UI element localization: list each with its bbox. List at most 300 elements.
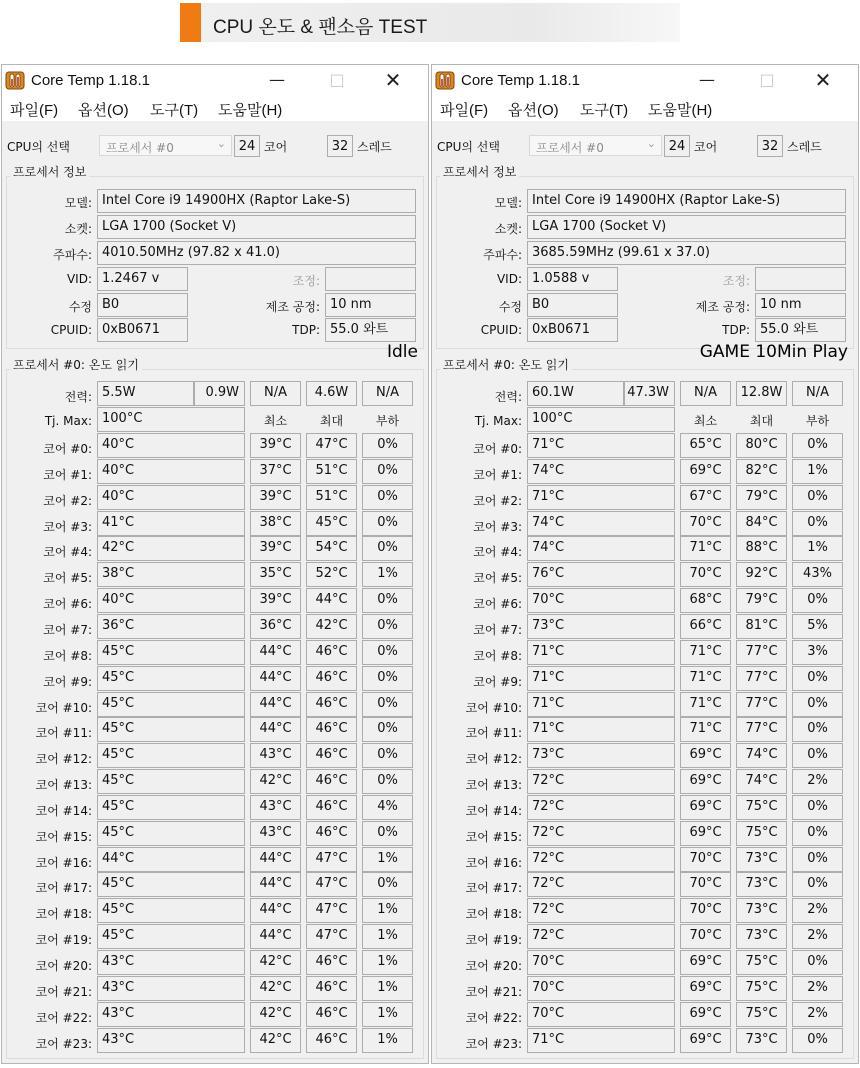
power-package: 5.5W (97, 381, 194, 406)
core-load: 0% (362, 743, 413, 768)
power-cores: 47.3W (624, 381, 675, 406)
core-label: 코어 #4: (43, 545, 92, 560)
core-min: 44°C (250, 847, 301, 872)
core-min: 66°C (680, 614, 731, 639)
core-max: 47°C (306, 898, 357, 923)
core-temp: 71°C (527, 433, 675, 458)
core-temp: 72°C (527, 898, 675, 923)
core-temp: 45°C (97, 717, 245, 742)
core-max: 46°C (306, 640, 357, 665)
tjmax-label: Tj. Max: (44, 414, 92, 428)
core-load: 4% (362, 795, 413, 820)
core-label: 코어 #15: (35, 829, 92, 844)
core-min: 36°C (250, 614, 301, 639)
power-dram: 12.8W (736, 381, 787, 406)
core-row (432, 924, 859, 949)
cpu-select-label: CPU의 선택 (437, 140, 500, 154)
core-temp: 45°C (97, 640, 245, 665)
menu-tools[interactable]: 도구(T) (150, 102, 199, 119)
tdp-label: TDP: (292, 323, 320, 337)
core-label: 코어 #13: (465, 778, 522, 793)
core-load: 0% (362, 588, 413, 613)
frequency-value: 4010.50MHz (97.82 x 41.0) (97, 241, 416, 265)
core-load: 1% (362, 950, 413, 975)
menu-file[interactable]: 파일(F) (10, 102, 59, 119)
core-min: 70°C (680, 511, 731, 536)
menu-help[interactable]: 도움말(H) (648, 102, 713, 119)
core-load: 0% (792, 433, 843, 458)
core-row (432, 872, 859, 897)
banner-accent-bar (180, 3, 201, 42)
core-label: 코어 #18: (35, 907, 92, 922)
header-min: 최소 (693, 414, 718, 428)
core-row (432, 898, 859, 923)
core-temp: 73°C (527, 743, 675, 768)
core-max: 73°C (736, 924, 787, 949)
core-temp: 45°C (97, 898, 245, 923)
core-row (2, 536, 429, 561)
core-temp: 40°C (97, 433, 245, 458)
process-label: 제조 공정: (695, 300, 750, 314)
core-label: 코어 #5: (43, 571, 92, 586)
minimize-button[interactable]: — (699, 70, 715, 89)
core-temp: 73°C (527, 614, 675, 639)
core-load: 43% (792, 562, 843, 587)
core-label: 코어 #7: (473, 622, 522, 637)
core-row (2, 666, 429, 691)
power-dram: 4.6W (306, 381, 357, 406)
core-min: 71°C (680, 692, 731, 717)
power-label: 전력: (64, 390, 92, 404)
core-row (432, 588, 859, 613)
core-load: 0% (362, 485, 413, 510)
coretemp-window-idle (1, 64, 429, 1064)
core-load: 0% (792, 872, 843, 897)
core-max: 79°C (736, 588, 787, 613)
core-load: 0% (792, 743, 843, 768)
tdp-label: TDP: (722, 323, 750, 337)
close-button[interactable]: ✕ (384, 68, 402, 92)
window-title: Core Temp 1.18.1 (31, 72, 150, 89)
thread-count-box: 32 (757, 135, 783, 157)
model-value: Intel Core i9 14900HX (Raptor Lake-S) (527, 189, 846, 213)
tjmax-value: 100°C (97, 407, 245, 432)
core-label: 코어 #15: (465, 829, 522, 844)
core-load: 3% (792, 640, 843, 665)
core-row (432, 666, 859, 691)
thread-count-box: 32 (327, 135, 353, 157)
power-gpu: N/A (792, 381, 843, 406)
core-row (432, 614, 859, 639)
core-temp: 71°C (527, 717, 675, 742)
core-label: 코어 #20: (35, 959, 92, 973)
header-load: 부하 (805, 414, 830, 428)
core-row (2, 1028, 429, 1053)
core-min: 71°C (680, 717, 731, 742)
core-max: 73°C (736, 1028, 787, 1053)
threads-label: 스레드 (357, 140, 392, 154)
revision-value: B0 (527, 293, 618, 317)
core-min: 39°C (250, 588, 301, 613)
cores-label: 코어 (264, 140, 288, 154)
core-min: 71°C (680, 640, 731, 665)
tdp-value: 55.0 와트 (325, 318, 416, 342)
core-row (2, 511, 429, 536)
core-max: 73°C (736, 847, 787, 872)
menu-bar (432, 95, 858, 121)
core-row (2, 795, 429, 820)
header-load: 부하 (375, 414, 400, 428)
core-row (432, 692, 859, 717)
core-row (2, 485, 429, 510)
core-label: 코어 #11: (465, 726, 522, 741)
core-label: 코어 #21: (465, 984, 522, 999)
core-load: 0% (362, 666, 413, 691)
power-label: 전력: (494, 390, 522, 404)
core-temp: 71°C (527, 640, 675, 665)
core-max: 81°C (736, 614, 787, 639)
core-row (2, 950, 429, 975)
core-temp: 74°C (527, 459, 675, 484)
core-load: 2% (792, 976, 843, 1001)
core-label: 코어 #9: (473, 674, 522, 689)
core-label: 코어 #8: (473, 648, 522, 663)
core-row (2, 847, 429, 872)
core-min: 69°C (680, 459, 731, 484)
core-temp: 43°C (97, 1028, 245, 1053)
core-label: 코어 #13: (35, 778, 92, 793)
core-load: 0% (362, 433, 413, 458)
core-max: 47°C (306, 433, 357, 458)
core-temp: 40°C (97, 485, 245, 510)
core-temp: 72°C (527, 821, 675, 846)
core-min: 69°C (680, 795, 731, 820)
core-load: 0% (362, 872, 413, 897)
core-load: 0% (362, 511, 413, 536)
core-min: 43°C (250, 795, 301, 820)
core-label: 코어 #3: (473, 519, 522, 534)
core-label: 코어 #12: (35, 752, 92, 767)
title-bar[interactable] (2, 65, 428, 95)
core-min: 70°C (680, 898, 731, 923)
core-temp: 44°C (97, 847, 245, 872)
core-max: 75°C (736, 976, 787, 1001)
chevron-down-icon: ⌄ (216, 137, 226, 150)
menu-options[interactable]: 옵션(O) (78, 102, 129, 119)
core-temp: 40°C (97, 459, 245, 484)
core-row (2, 588, 429, 613)
core-min: 69°C (680, 743, 731, 768)
core-row (432, 536, 859, 561)
core-label: 코어 #10: (465, 700, 522, 715)
core-label: 코어 #3: (43, 519, 92, 534)
core-label: 코어 #2: (43, 493, 92, 508)
core-row (2, 821, 429, 846)
core-min: 44°C (250, 666, 301, 691)
maximize-button[interactable]: □ (329, 70, 345, 89)
core-temp: 45°C (97, 924, 245, 949)
menu-options[interactable]: 옵션(O) (508, 102, 559, 119)
core-row (2, 769, 429, 794)
core-load: 0% (792, 1028, 843, 1053)
core-label: 코어 #20: (465, 959, 522, 973)
header-banner (180, 3, 680, 42)
socket-label: 소켓: (64, 222, 92, 236)
core-temp: 71°C (527, 666, 675, 691)
core-min: 42°C (250, 1002, 301, 1027)
core-temp: 72°C (527, 924, 675, 949)
power-package: 60.1W (527, 381, 624, 406)
core-label: 코어 #19: (465, 933, 522, 948)
core-max: 77°C (736, 692, 787, 717)
power-uncore: N/A (250, 381, 301, 406)
menu-bar (2, 95, 428, 121)
core-temp: 76°C (527, 562, 675, 587)
core-max: 92°C (736, 562, 787, 587)
processor-select-value: 프로세서 #0 (536, 141, 604, 155)
core-row (432, 795, 859, 820)
core-max: 46°C (306, 950, 357, 975)
core-load: 1% (792, 459, 843, 484)
processor-info-title: 프로세서 정보 (10, 163, 89, 180)
core-count-box: 24 (234, 135, 260, 157)
core-min: 69°C (680, 950, 731, 975)
core-label: 코어 #5: (473, 571, 522, 586)
core-max: 45°C (306, 511, 357, 536)
core-row (2, 459, 429, 484)
frequency-label: 주파수: (53, 248, 92, 262)
core-load: 0% (792, 950, 843, 975)
core-label: 코어 #22: (465, 1010, 522, 1025)
core-min: 39°C (250, 536, 301, 561)
core-max: 46°C (306, 743, 357, 768)
core-max: 51°C (306, 459, 357, 484)
core-min: 43°C (250, 743, 301, 768)
core-label: 코어 #4: (473, 545, 522, 560)
core-load: 5% (792, 614, 843, 639)
core-min: 44°C (250, 692, 301, 717)
core-min: 44°C (250, 640, 301, 665)
core-temp: 70°C (527, 1002, 675, 1027)
core-row (432, 511, 859, 536)
core-max: 46°C (306, 769, 357, 794)
socket-label: 소켓: (494, 222, 522, 236)
core-load: 1% (362, 562, 413, 587)
core-min: 70°C (680, 924, 731, 949)
core-temp: 45°C (97, 872, 245, 897)
core-row (432, 485, 859, 510)
core-row (432, 976, 859, 1001)
core-temp: 41°C (97, 511, 245, 536)
tdp-value: 55.0 와트 (755, 318, 846, 342)
core-label: 코어 #1: (43, 467, 92, 482)
core-max: 52°C (306, 562, 357, 587)
core-max: 46°C (306, 976, 357, 1001)
cpuid-label: CPUID: (50, 323, 92, 337)
core-max: 51°C (306, 485, 357, 510)
process-label: 제조 공정: (265, 300, 320, 314)
core-row (432, 743, 859, 768)
core-row (2, 433, 429, 458)
core-load: 0% (792, 795, 843, 820)
adjust-label: 조정: (722, 274, 750, 288)
core-min: 44°C (250, 872, 301, 897)
core-min: 38°C (250, 511, 301, 536)
header-max: 최대 (749, 414, 774, 428)
socket-value: LGA 1700 (Socket V) (97, 215, 416, 239)
processor-select[interactable] (99, 135, 232, 156)
menu-help[interactable]: 도움말(H) (218, 102, 283, 119)
core-load: 1% (362, 1002, 413, 1027)
core-max: 79°C (736, 485, 787, 510)
process-value: 10 nm (755, 293, 846, 317)
core-label: 코어 #23: (465, 1036, 522, 1051)
core-label: 코어 #17: (35, 881, 92, 896)
revision-label: 수정 (68, 300, 92, 314)
core-temp: 70°C (527, 588, 675, 613)
vid-value: 1.2467 v (97, 267, 188, 291)
core-min: 44°C (250, 924, 301, 949)
core-row (432, 950, 859, 975)
core-min: 37°C (250, 459, 301, 484)
core-max: 46°C (306, 1028, 357, 1053)
power-uncore: N/A (680, 381, 731, 406)
core-load: 0% (362, 717, 413, 742)
core-min: 69°C (680, 1002, 731, 1027)
core-min: 70°C (680, 847, 731, 872)
core-row (2, 640, 429, 665)
core-min: 43°C (250, 821, 301, 846)
core-temp: 45°C (97, 821, 245, 846)
title-bar[interactable] (432, 65, 858, 95)
core-min: 44°C (250, 898, 301, 923)
core-load: 0% (792, 717, 843, 742)
core-label: 코어 #14: (465, 803, 522, 818)
core-load: 1% (362, 1028, 413, 1053)
core-load: 0% (362, 692, 413, 717)
core-load: 1% (362, 898, 413, 923)
core-temp: 71°C (527, 692, 675, 717)
core-row (432, 847, 859, 872)
core-row (2, 898, 429, 923)
core-min: 42°C (250, 1028, 301, 1053)
core-max: 54°C (306, 536, 357, 561)
core-row (2, 924, 429, 949)
core-load: 1% (792, 536, 843, 561)
core-min: 70°C (680, 562, 731, 587)
core-load: 0% (362, 614, 413, 639)
processor-select-value: 프로세서 #0 (106, 141, 174, 155)
core-temp: 45°C (97, 743, 245, 768)
core-max: 75°C (736, 950, 787, 975)
core-max: 47°C (306, 872, 357, 897)
core-load: 0% (362, 640, 413, 665)
core-load: 2% (792, 898, 843, 923)
processor-select[interactable] (529, 135, 662, 156)
core-load: 1% (362, 924, 413, 949)
scenario-label: GAME 10Min Play (699, 342, 848, 362)
menu-tools[interactable]: 도구(T) (580, 102, 629, 119)
banner-title: CPU 온도 & 팬소음 TEST (213, 17, 428, 38)
temperature-title: 프로세서 #0: 온도 읽기 (440, 356, 572, 373)
core-label: 코어 #18: (465, 907, 522, 922)
core-temp: 45°C (97, 692, 245, 717)
core-row (432, 562, 859, 587)
core-row (2, 1002, 429, 1027)
close-button[interactable]: ✕ (814, 68, 832, 92)
core-min: 42°C (250, 976, 301, 1001)
cores-label: 코어 (694, 140, 718, 154)
maximize-button[interactable]: □ (759, 70, 775, 89)
core-load: 2% (792, 924, 843, 949)
core-load: 1% (362, 847, 413, 872)
adjust-label: 조정: (292, 274, 320, 288)
core-min: 71°C (680, 536, 731, 561)
socket-value: LGA 1700 (Socket V) (527, 215, 846, 239)
core-label: 코어 #10: (35, 700, 92, 715)
core-row (432, 1002, 859, 1027)
core-max: 46°C (306, 692, 357, 717)
chevron-down-icon: ⌄ (646, 137, 656, 150)
cpuid-label: CPUID: (480, 323, 522, 337)
core-temp: 38°C (97, 562, 245, 587)
core-load: 0% (792, 821, 843, 846)
core-max: 46°C (306, 717, 357, 742)
core-temp: 45°C (97, 795, 245, 820)
core-min: 42°C (250, 769, 301, 794)
core-min: 69°C (680, 769, 731, 794)
core-label: 코어 #22: (35, 1010, 92, 1025)
process-value: 10 nm (325, 293, 416, 317)
core-row (432, 821, 859, 846)
adjust-value (325, 267, 416, 291)
core-label: 코어 #9: (43, 674, 92, 689)
revision-value: B0 (97, 293, 188, 317)
core-row (2, 976, 429, 1001)
core-max: 75°C (736, 1002, 787, 1027)
vid-label: VID: (496, 272, 522, 286)
core-row (432, 769, 859, 794)
core-temp: 45°C (97, 769, 245, 794)
core-max: 75°C (736, 795, 787, 820)
core-max: 77°C (736, 666, 787, 691)
threads-label: 스레드 (787, 140, 822, 154)
core-min: 69°C (680, 821, 731, 846)
menu-file[interactable]: 파일(F) (440, 102, 489, 119)
model-label: 모델: (494, 196, 522, 210)
core-max: 73°C (736, 872, 787, 897)
power-gpu: N/A (362, 381, 413, 406)
core-temp: 70°C (527, 976, 675, 1001)
core-max: 80°C (736, 433, 787, 458)
processor-info-title: 프로세서 정보 (440, 163, 519, 180)
coretemp-window-game (431, 64, 859, 1064)
core-row (432, 459, 859, 484)
core-row (2, 692, 429, 717)
adjust-value (755, 267, 846, 291)
core-load: 0% (362, 821, 413, 846)
header-min: 최소 (263, 414, 288, 428)
core-row (2, 717, 429, 742)
core-load: 1% (362, 976, 413, 1001)
core-load: 0% (792, 692, 843, 717)
core-temp: 43°C (97, 1002, 245, 1027)
tjmax-label: Tj. Max: (474, 414, 522, 428)
minimize-button[interactable]: — (269, 70, 285, 89)
core-label: 코어 #1: (473, 467, 522, 482)
core-label: 코어 #8: (43, 648, 92, 663)
core-temp: 72°C (527, 795, 675, 820)
